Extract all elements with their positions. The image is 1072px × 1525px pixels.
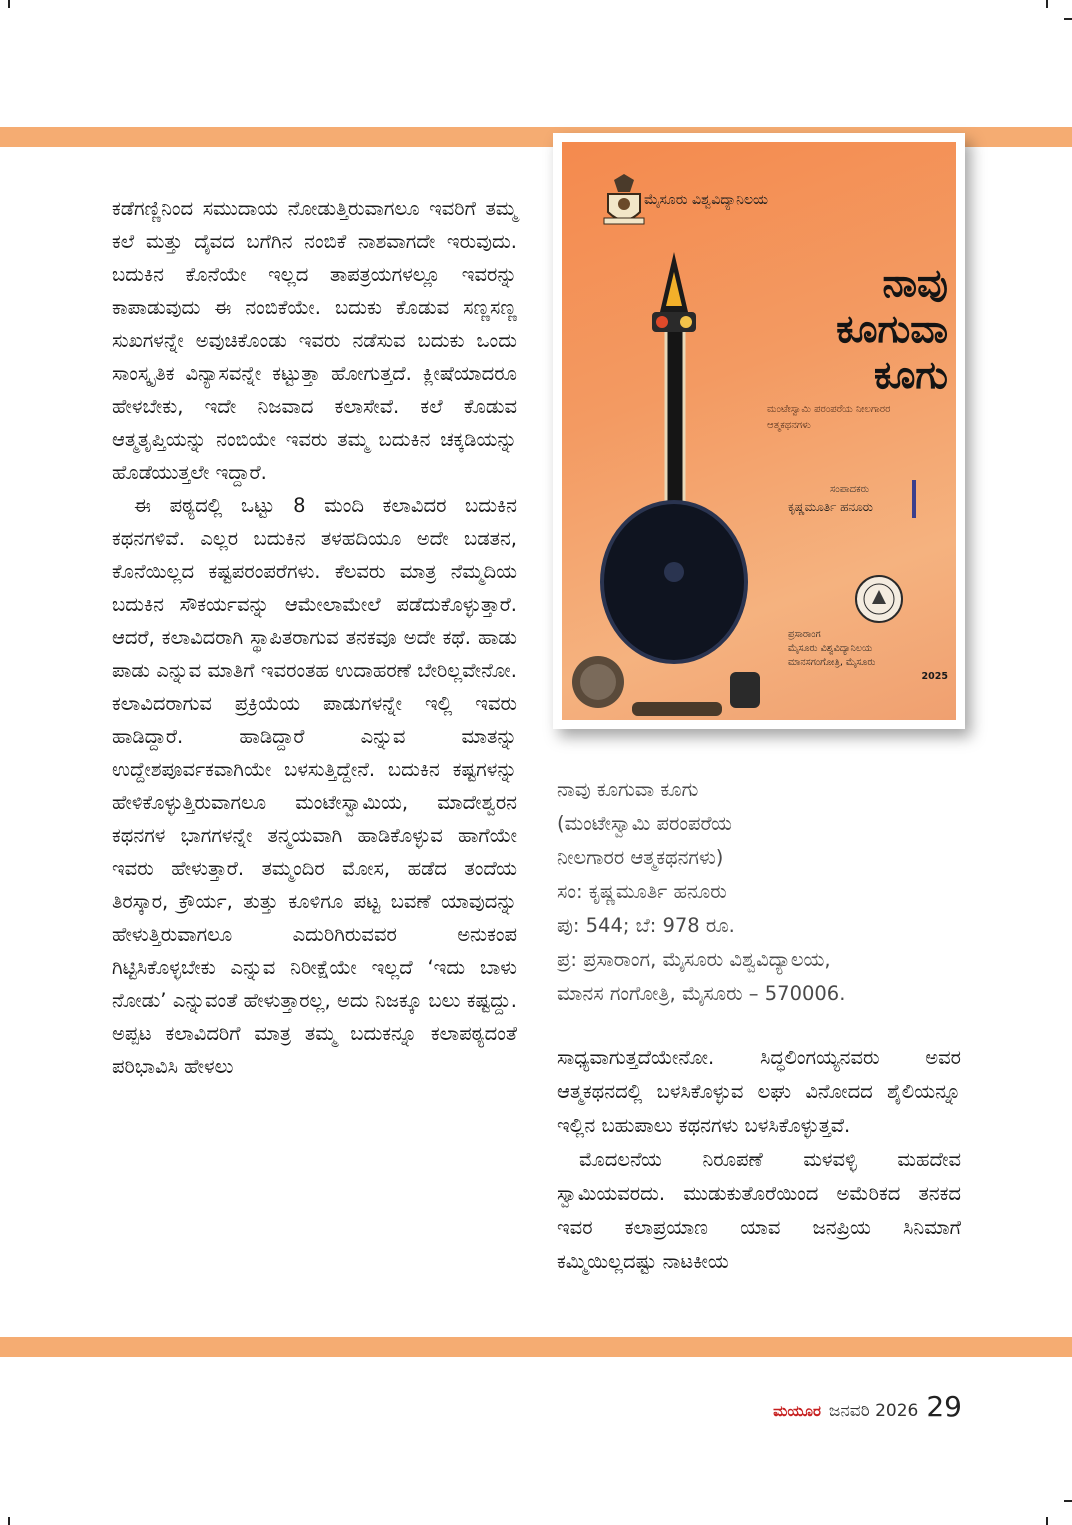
caption-line: ಪ್ರ: ಪ್ರಸಾರಾಂಗ, ಮೈಸೂರು ವಿಶ್ವವಿದ್ಯಾಲಯ, <box>557 948 831 971</box>
cover-title <box>752 260 948 398</box>
caption-line: ಸಂ: ಕೃಷ್ಣಮೂರ್ತಿ ಹನೂರು <box>557 880 727 903</box>
book-cover-image <box>553 133 965 729</box>
cover-accent-bar <box>912 480 916 518</box>
cover-title-line: ನಾವು <box>882 261 948 305</box>
article-paragraph: ಮೊದಲನೆಯ ನಿರೂಪಣೆ ಮಳವಳ್ಳಿ ಮಹದೇವ ಸ್ವಾಮಿಯವರದು. ಮುಡುಕುತೊರೆಯಿಂದ ಅಮೆರಿಕದ ತನಕದ ಇವರ ಕಲಾಪ್ರಯಾಣ ಯಾವ ಜನಪ್ರಿಯ ಸಿನಿಮಾಗೆ ಕಮ್ಮಿಯಿಲ್ಲದಷ್ಟು ನಾಟಕೀಯ <box>557 1148 961 1273</box>
cover-publisher-line: ಪ್ರಸಾರಾಂಗ <box>788 629 821 640</box>
cover-publisher-line: ಮಾನಸಗಂಗೋತ್ರಿ, ಮೈಸೂರು <box>788 657 876 668</box>
issue-date: ಜನವರಿ 2026 <box>828 1401 919 1421</box>
crop-mark-top-right <box>1046 0 1048 8</box>
book-cover <box>562 142 956 720</box>
crop-mark-bottom-right <box>1046 1517 1048 1525</box>
caption-line: ಮಾನಸ ಗಂಗೋತ್ರಿ, ಮೈಸೂರು – 570006. <box>557 982 846 1005</box>
article-paragraph: ಕಡೆಗಣ್ಣಿನಿಂದ ಸಮುದಾಯ ನೋಡುತ್ತಿರುವಾಗಲೂ ಇವರಿಗೆ ತಮ್ಮ ಕಲೆ ಮತ್ತು ದೈವದ ಬಗೆಗಿನ ನಂಬಿಕೆ ನಾಶವಾಗದೇ ಇರುವುದು. ಬದುಕಿನ ಕೊನೆಯೇ ಇಲ್ಲದ ತಾಪತ್ರಯಗಳಲ್ಲೂ ಇವರನ್ನು ಕಾಪಾಡುವುದು ಈ ನಂಬಿಕೆಯೇ. ಬದುಕು ಕೊಡುವ ಸಣ್ಣಸಣ್ಣ ಸುಖಗಳನ್ನೇ ಅವುಚಿಕೊಂಡು ಇವರು ನಡೆಸುವ ಬದುಕು ಒಂದು ಸಾಂಸ್ಕೃತಿಕ ವಿನ್ಯಾಸವನ್ನೇ ಕಟ್ಟುತ್ತಾ ಹೋಗುತ್ತದೆ. ಕ್ಲೀಷೆಯಾದರೂ ಹೇಳಬೇಕು, ಇದೇ ನಿಜವಾದ ಕಲಾಸೇವೆ. ಕಲೆ ಕೊಡುವ ಆತ್ಮತೃಪ್ತಿಯನ್ನು ನಂಬಿಯೇ ಇವರು ತಮ್ಮ ಬದುಕಿನ ಚಕ್ಕಡಿಯನ್ನು ಹೊಡೆಯುತ್ತಲೇ ಇದ್ದಾರೆ. <box>112 197 517 484</box>
book-details-caption <box>557 773 957 1011</box>
article-right-column <box>557 1041 961 1279</box>
caption-line: ನಾವು ಕೂಗುವಾ ಕೂಗು <box>557 778 699 801</box>
university-emblem-icon <box>600 172 648 230</box>
crop-mark-bottom-left <box>8 1517 10 1525</box>
cover-editor-label: ಸಂಪಾದಕರು <box>830 484 870 495</box>
magazine-logo: ಮಯೂರ <box>773 1402 821 1420</box>
page-number: 29 <box>926 1390 962 1423</box>
crop-mark-right-lower <box>1064 1500 1072 1502</box>
footer-accent-band <box>0 1337 1072 1357</box>
cover-university-name: ಮೈಸೂರು ವಿಶ್ವವಿದ್ಯಾನಿಲಯ <box>644 192 769 208</box>
cover-editor-name: ಕೃಷ್ಣಮೂರ್ತಿ ಹನೂರು <box>788 500 873 514</box>
cover-title-line: ಕೂಗುವಾ <box>836 307 948 351</box>
cover-title-line: ಕೂಗು <box>874 353 948 397</box>
article-left-column <box>112 192 517 1083</box>
cover-subtitle: ಮಂಟೇಸ್ವಾಮಿ ಪರಂಪರೆಯ ನೀಲಗಾರರ ಆತ್ಮಕಥನಗಳು <box>767 404 891 431</box>
article-paragraph: ಈ ಪಠ್ಯದಲ್ಲಿ ಒಟ್ಟು 8 ಮಂದಿ ಕಲಾವಿದರ ಬದುಕಿನ ಕಥನಗಳಿವೆ. ಎಲ್ಲರ ಬದುಕಿನ ತಳಹದಿಯೂ ಅದೇ ಬಡತನ, ಕೊನೆಯಿಲ್ಲದ ಕಷ್ಟಪರಂಪರೆಗಳು. ಕೆಲವರು ಮಾತ್ರ ನೆಮ್ಮದಿಯ ಬದುಕಿನ ಸೌಕರ್ಯವನ್ನು ಆಮೇಲಾಮೇಲೆ ಪಡೆದುಕೊಳ್ಳುತ್ತಾರೆ. ಆದರೆ, ಕಲಾವಿದರಾಗಿ ಸ್ಥಾಪಿತರಾಗುವ ತನಕವೂ ಅದೇ ಕಥೆ. ಹಾಡು ಪಾಡು ಎನ್ನುವ ಮಾತಿಗೆ ಇವರಂತಹ ಉದಾಹರಣೆ ಬೇರಿಲ್ಲವೇನೋ. ಕಲಾವಿದರಾಗುವ ಪ್ರಕ್ರಿಯೆಯ ಪಾಡುಗಳನ್ನೇ ಇಲ್ಲಿ ಇವರು ಹಾಡಿದ್ದಾರೆ. ಹಾಡಿದ್ದಾರೆ ಎನ್ನುವ ಮಾತನ್ನು ಉದ್ದೇಶಪೂರ್ವಕವಾಗಿಯೇ ಬಳಸುತ್ತಿದ್ದೇನೆ. ಬದುಕಿನ ಕಷ್ಟಗಳನ್ನು ಹೇಳಿಕೊಳ್ಳುತ್ತಿರುವಾಗಲೂ ಮಂಟೇಸ್ವಾಮಿಯ, ಮಾದೇಶ್ವರನ ಕಥನಗಳ ಭಾಗಗಳನ್ನೇ ತನ್ಮಯವಾಗಿ ಹಾಡಿಕೊಳ್ಳುವ ಹಾಗೆಯೇ ಇವರು ಹೇಳುತ್ತಾರೆ. ತಮ್ಮಂದಿರ ಮೋಸ, ಹಡೆದ ತಂದೆಯ ತಿರಸ್ಕಾರ, ಕ್ರೌರ್ಯ, ತುತ್ತು ಕೂಳಿಗೂ ಪಟ್ಟ ಬವಣೆ ಯಾವುದನ್ನು ಹೇಳುತ್ತಿರುವಾಗಲೂ ಎದುರಿಗಿರುವವರ ಅನುಕಂಪ ಗಿಟ್ಟಿಸಿಕೊಳ್ಳಬೇಕು ಎನ್ನುವ ನಿರೀಕ್ಷೆಯೇ ಇಲ್ಲದೆ ‘ಇದು ಬಾಳು ನೋಡು’ ಎನ್ನುವಂತೆ ಹೇಳುತ್ತಾರಲ್ಲ, ಅದು ನಿಜಕ್ಕೂ ಬಲು ಕಷ್ಟದ್ದು. ಅಪ್ಪಟ ಕಲಾವಿದರಿಗೆ ಮಾತ್ರ ತಮ್ಮ ಬದುಕನ್ನೂ ಕಲಾಪಠ್ಯದಂತೆ ಪರಿಭಾವಿಸಿ ಹೇಳಲು <box>112 494 517 1078</box>
article-paragraph: ಸಾಧ್ಯವಾಗುತ್ತದೆಯೇನೋ. ಸಿದ್ಧಲಿಂಗಯ್ಯನವರು ಅವರ ಆತ್ಮಕಥನದಲ್ಲಿ ಬಳಸಿಕೊಳ್ಳುವ ಲಘು ವಿನೋದದ ಶೈಲಿಯನ್ನೂ ಇಲ್ಲಿನ ಬಹುಪಾಲು ಕಥನಗಳು ಬಳಸಿಕೊಳ್ಳುತ್ತವೆ. <box>557 1046 961 1137</box>
crop-mark-right-upper <box>1064 18 1072 20</box>
cover-publisher <box>788 628 948 684</box>
publisher-seal-icon <box>854 574 904 624</box>
caption-line: ಪು: 544; ಬೆ: 978 ರೂ. <box>557 914 735 937</box>
crop-mark-top-left <box>8 0 10 8</box>
cover-year: 2025 <box>921 671 948 682</box>
caption-line: ನೀಲಗಾರರ ಆತ್ಮಕಥನಗಳು) <box>557 846 724 869</box>
page-footer <box>773 1390 962 1430</box>
cover-publisher-line: ಮೈಸೂರು ವಿಶ್ವವಿದ್ಯಾನಿಲಯ <box>788 643 873 654</box>
instrument-illustration <box>562 242 782 720</box>
caption-line: (ಮಂಟೇಸ್ವಾಮಿ ಪರಂಪರೆಯ <box>557 812 732 835</box>
